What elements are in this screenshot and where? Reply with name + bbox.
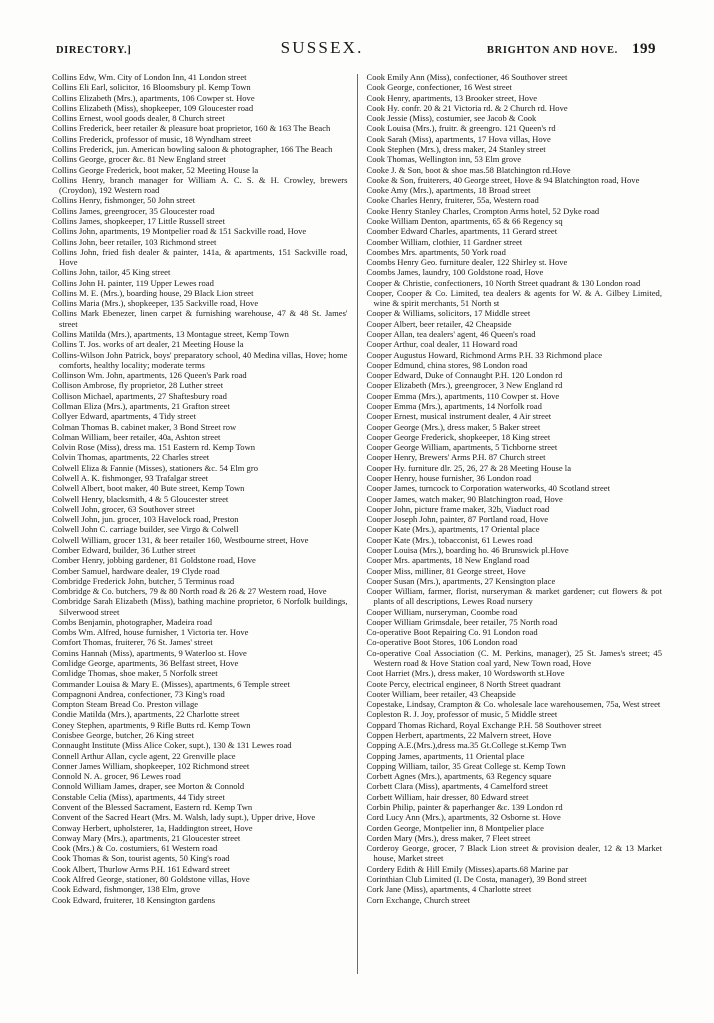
directory-entry: Cork Jane (Miss), apartments, 4 Charlotte street — [366, 884, 532, 895]
directory-entry: Cook Thomas, Wellington inn, 53 Elm grove — [366, 154, 522, 165]
directory-entry: Cooper Louisa (Mrs.), boarding ho. 46 Brunswick pl.Hove — [366, 544, 569, 555]
directory-entry: Copleston R. J. Joy, professor of music, 5 Middle street — [366, 709, 558, 720]
directory-entry: Cooper Henry, Brewers' Arms P.H. 87 Church street — [366, 452, 546, 463]
directory-entry: Cook Henry, apartments, 13 Brooker street, Hove — [366, 92, 538, 103]
directory-entry: Cooper John, picture frame maker, 32b, Viaduct road — [366, 503, 550, 514]
directory-entry: Cooper Miss, milliner, 81 George street, Hove — [366, 565, 526, 576]
directory-entry: Corbett Agnes (Mrs.), apartments, 63 Regency square — [366, 771, 552, 782]
directory-entry: Collman Eliza (Mrs.), apartments, 21 Grafton street — [52, 401, 230, 411]
directory-entry: Corderoy George, grocer, 7 Black Lion street & provision dealer, 12 & 13 Market house, Market street — [366, 843, 662, 864]
directory-entry: Cooke Charles Henry, fruiterer, 55a, Western road — [366, 195, 539, 206]
directory-entry: Colman Thomas B. cabinet maker, 3 Bond Street row — [52, 421, 237, 432]
directory-entry: Collins Henry, fishmonger, 50 John street — [52, 195, 196, 206]
directory-entry: Cooper Hy. furniture dlr. 25, 26, 27 & 28 Meeting House la — [366, 462, 572, 473]
directory-entry: Conner James William, shopkeeper, 102 Richmond street — [52, 760, 250, 771]
directory-entry: Cook Stephen (Mrs.), dress maker, 24 Stanley street — [366, 143, 546, 154]
directory-entry: Collison Michael, apartments, 27 Shaftesbury road — [52, 390, 227, 401]
directory-entry: Collins John, beer retailer, 103 Richmond street — [52, 236, 217, 247]
directory-entry: Collins Frederick, professor of music, 18 Wyndham street — [52, 133, 252, 144]
directory-entry: Cook Edward, fishmonger, 138 Elm, grove — [52, 884, 201, 895]
directory-entry: Corn Exchange, Church street — [366, 894, 471, 905]
directory-entry: Colwell John C. carriage builder, see Virgo & Colwell — [52, 524, 239, 535]
directory-entry: Cooper & Williams, solicitors, 17 Middle street — [366, 308, 531, 319]
directory-entry: Cook Emily Ann (Miss), confectioner, 46 Southover street — [366, 72, 568, 82]
directory-entry: Collins George Frederick, boot maker, 52 Meeting House la — [52, 164, 259, 175]
directory-entry: Collins Matilda (Mrs.), apartments, 13 Montague street, Kemp Town — [52, 329, 289, 340]
directory-entry: Copping William, tailor, 35 Great College st. Kemp Town — [366, 760, 566, 771]
directory-entry: Cooper Emma (Mrs.), apartments, 110 Cowper st. Hove — [366, 390, 560, 401]
directory-entry: Cooper George (Mrs.), dress maker, 5 Baker street — [366, 421, 541, 432]
directory-entry: Compton Steam Bread Co. Preston village — [52, 699, 199, 710]
directory-entry: Colwell A. K. fishmonger, 93 Trafalgar street — [52, 472, 209, 483]
directory-entry: Corbett Clara (Miss), apartments, 4 Camelford street — [366, 781, 548, 792]
directory-entry: Comins Hannah (Miss), apartments, 9 Waterloo st. Hove — [52, 647, 247, 658]
column-divider-rule — [357, 74, 358, 974]
directory-entry: Coot Harriet (Mrs.), dress maker, 10 Wordsworth st.Hove — [366, 668, 565, 679]
directory-entry: Cooper James, turncock to Corporation waterworks, 40 Scotland street — [366, 483, 610, 494]
directory-entry: Cook Sarah (Miss), apartments, 17 Hova villas, Hove — [366, 133, 551, 144]
directory-entry: Collins James, shopkeeper, 17 Little Russell street — [52, 215, 226, 226]
directory-entry: Conway Herbert, upholsterer, 1a, Haddington street, Hove — [52, 822, 253, 833]
directory-entry: Collins Elizabeth (Miss), shopkeeper, 109 Gloucester road — [52, 102, 254, 113]
directory-entry: Collins George, grocer &c. 81 New England street — [52, 154, 226, 165]
directory-entry: Cooper, Cooper & Co. Limited, tea dealers & agents for W. & A. Gilbey Limited, wine & spirit merchants, 51 North st — [366, 287, 662, 309]
directory-entry: Collinson Wm. John, apartments, 126 Queen's Park road — [52, 370, 247, 381]
directory-entry: Cooke Amy (Mrs.), apartments, 18 Broad street — [366, 185, 531, 196]
directory-entry: Combs Benjamin, photographer, Madeira road — [52, 616, 213, 627]
directory-entry: Coomber Edward Charles, apartments, 11 Gerard street — [366, 226, 558, 237]
directory-entry: Cooper Albert, beer retailer, 42 Cheapside — [366, 318, 512, 329]
directory-entry: Collins Frederick, beer retailer & pleasure boat proprietor, 160 & 163 The Beach — [52, 123, 331, 134]
directory-entry: Cooke & Son, fruiterers, 40 George street, Hove & 94 Blatchington road, Hove — [366, 174, 640, 185]
directory-entry: Cooper George Frederick, shopkeeper, 18 King street — [366, 431, 551, 442]
running-head-left: DIRECTORY.] — [56, 45, 132, 56]
directory-entry: Comlidge George, apartments, 36 Belfast street, Hove — [52, 658, 239, 669]
directory-entry: Collins Maria (Mrs.), shopkeeper, 135 Sackville road, Hove — [52, 298, 259, 309]
directory-entry: Colwell Albert, boot maker, 40 Bute street, Kemp Town — [52, 483, 245, 494]
directory-entry: Cooper William, nurseryman, Coombe road — [366, 606, 518, 617]
directory-entry: Cook Louisa (Mrs.), fruitr. & greengro. 121 Queen's rd — [366, 123, 556, 134]
running-head-county: SUSSEX. — [280, 38, 364, 57]
directory-entry: Connold William James, draper, see Morton & Connold — [52, 781, 245, 792]
directory-entry: Cook Thomas & Son, tourist agents, 50 King's road — [52, 853, 230, 864]
directory-entry: Conway Mary (Mrs.), apartments, 21 Gloucester street — [52, 832, 241, 843]
directory-entry: Cooper Elizabeth (Mrs.), greengrocer, 3 New England rd — [366, 380, 563, 391]
directory-entry: Corden Mary (Mrs.), dress maker, 7 Fleet street — [366, 832, 531, 843]
directory-entry: Collins T. Jos. works of art dealer, 21 Meeting House la — [52, 339, 244, 350]
directory-entry: Collins John, tailor, 45 King street — [52, 267, 171, 278]
directory-entry: Cooper James, watch maker, 90 Blatchington road, Hove — [366, 493, 563, 504]
directory-entry: Cooper Kate (Mrs.), tobacconist, 61 Lewes road — [366, 534, 533, 545]
directory-entry: Collins Frederick, jun. American bowling saloon & photographer, 166 The Beach — [52, 143, 333, 154]
directory-entry: Cooke J. & Son, boot & shoe mas.58 Blatchington rd.Hove — [366, 164, 571, 175]
directory-entry: Conisbee George, butcher, 26 King street — [52, 730, 194, 740]
directory-entry: Colman William, beer retailer, 40a, Ashton street — [52, 431, 221, 442]
page-number: 199 — [632, 41, 656, 57]
directory-entry: Co-operative Boot Repairing Co. 91 London road — [366, 627, 538, 638]
directory-entry: Colwell Henry, blacksmith, 4 & 5 Gloucester street — [52, 493, 229, 504]
directory-entry: Coombes Mrs. apartments, 50 York road — [366, 246, 506, 257]
directory-entry: Copping A.E.(Mrs.),dress ma.35 Gt.College st.Kemp Twn — [366, 740, 567, 751]
directory-entry: Corinthian Club Limited (I. De Costa, manager), 39 Bond street — [366, 873, 587, 884]
directory-entry: Corden George, Montpelier inn, 8 Montpelier place — [366, 822, 544, 833]
directory-entry: Collins Henry, branch manager for William A. C. S. & H. Crowley, brewers (Croydon), 192 Western road — [52, 174, 348, 196]
directory-entry: Collins Eli Earl, solicitor, 16 Bloomsbury pl. Kemp Town — [52, 82, 251, 93]
directory-entry: Commander Louisa & Mary E. (Misses), apartments, 6 Temple street — [52, 678, 290, 689]
directory-entry: Convent of the Blessed Sacrament, Eastern rd. Kemp Twn — [52, 801, 253, 812]
directory-entry: Coombs James, laundry, 100 Goldstone road, Hove — [366, 267, 544, 278]
directory-entry: Cooper & Christie, confectioners, 10 North Street quadrant & 130 London road — [366, 277, 641, 288]
directory-entry: Cook Hy. confr. 20 & 21 Victoria rd. & 2 Church rd. Hove — [366, 102, 568, 113]
directory-entry: Cooper Edmund, china stores, 98 London road — [366, 359, 528, 370]
directory-entry: Cooper Joseph John, painter, 87 Portland road, Hove — [366, 514, 549, 525]
running-head-right-group — [487, 41, 656, 58]
directory-entry: Combs Wm. Alfred, house furnisher, 1 Victoria ter. Hove — [52, 627, 249, 638]
directory-entry: Comber Edward, builder, 36 Luther street — [52, 544, 196, 555]
directory-entry: Coppen Herbert, apartments, 22 Malvern street, Hove — [366, 730, 552, 740]
directory-entry: Cordery Edith & Hill Emily (Misses).aparts.68 Marine par — [366, 863, 569, 874]
directory-entry: Condie Matilda (Mrs.), apartments, 22 Charlotte street — [52, 709, 240, 720]
directory-entry: Copping James, apartments, 11 Oriental place — [366, 750, 525, 761]
directory-entry: Cooter William, beer retailer, 43 Cheapside — [366, 688, 516, 699]
directory-entry: Colvin Rose (Miss), dress ma. 151 Eastern rd. Kemp Town — [52, 442, 256, 453]
directory-entry: Cooper Edward, Duke of Connaught P.H. 120 London rd — [366, 370, 563, 381]
directory-entry: Cooper Mrs. apartments, 18 New England road — [366, 555, 530, 566]
directory-entry: Cook Edward, fruiterer, 18 Kensington gardens — [52, 894, 216, 905]
directory-entry: Copestake, Lindsay, Crampton & Co. wholesale lace warehousemen, 75a, West street — [366, 699, 661, 710]
directory-entry: Cook (Mrs.) & Co. costumiers, 61 Western road — [52, 843, 218, 854]
directory-entry: Collyer Edward, apartments, 4 Tidy street — [52, 411, 196, 422]
directory-entry: Cooper Ernest, musical instrument dealer, 4 Air street — [366, 411, 552, 422]
directory-entry: Cooper William, farmer, florist, nurseryman & market gardener; cut flowers & pot plants of all descriptions, Lewes Road nursery — [366, 586, 662, 607]
directory-entry: Cord Lucy Ann (Mrs.), apartments, 32 Osborne st. Hove — [366, 812, 561, 823]
directory-entry: Connell Arthur Allan, cycle agent, 22 Grenville place — [52, 750, 236, 761]
directory-entry: Coppard Thomas Richard, Royal Exchange P.H. 58 Southover street — [366, 719, 602, 730]
directory-entry: Combridge Sarah Elizabeth (Miss), bathing machine proprietor, 6 Norfolk buildings, Silverwood street — [52, 596, 348, 617]
directory-entry: Cook Alfred George, stationer, 80 Goldstone villas, Hove — [52, 873, 250, 884]
directory-entry: Corbin Philip, painter & paperhanger &c. 139 London rd — [366, 801, 563, 812]
directory-entry: Collins Elizabeth (Mrs.), apartments, 106 Cowper st. Hove — [52, 92, 255, 103]
directory-entry: Cook Albert, Thurlow Arms P.H. 161 Edward street — [52, 863, 230, 874]
directory-entry: Cooper Henry, house furnisher, 36 London road — [366, 472, 532, 483]
running-head — [52, 38, 662, 58]
directory-entry: Collins John H. painter, 119 Upper Lewes road — [52, 277, 214, 288]
directory-entry: Colwell John, jun. grocer, 103 Havelock road, Preston — [52, 514, 239, 525]
directory-entry: Coney Stephen, apartments, 9 Rifle Butts rd. Kemp Town — [52, 719, 251, 730]
directory-entry: Colwell John, grocer, 63 Southover street — [52, 503, 195, 514]
directory-entry: Colwell Eliza & Fannie (Misses), stationers &c. 54 Elm gro — [52, 462, 259, 473]
directory-entry: Collins Mark Ebenezer, linen carpet & furnishing warehouse, 47 & 48 St. James' street — [52, 308, 348, 329]
directory-entry: Constable Celia (Miss), apartments, 44 Tidy street — [52, 791, 225, 802]
directory-entry: Cooper William Grimsdale, beer retailer, 75 North road — [366, 616, 558, 627]
directory-entry: Cooke Henry Stanley Charles, Crompton Arms hotel, 52 Dyke road — [366, 205, 600, 216]
directory-entry: Comlidge Thomas, shoe maker, 5 Norfolk street — [52, 668, 218, 679]
running-head-place: BRIGHTON AND HOVE. — [486, 45, 618, 56]
directory-entry: Cooper Allan, tea dealers' agent, 46 Queen's road — [366, 329, 536, 340]
directory-entry: Collison Ambrose, fly proprietor, 28 Luther street — [52, 380, 224, 391]
directory-entry: Cooper George William, apartments, 5 Tichborne street — [366, 442, 558, 453]
directory-entry: Combridge Frederick John, butcher, 5 Terminus road — [52, 575, 235, 586]
directory-entry: Cooper Arthur, coal dealer, 11 Howard road — [366, 339, 518, 350]
right-column — [358, 72, 663, 905]
directory-entry: Cooper Emma (Mrs.), apartments, 14 Norfolk road — [366, 401, 542, 411]
directory-entry: Connold N. A. grocer, 96 Lewes road — [52, 771, 181, 782]
directory-entry: Cook Jessie (Miss), costumier, see Jacob & Cook — [366, 113, 537, 124]
directory-entry: Colwell William, grocer 131, & beer retailer 160, Westbourne street, Hove — [52, 534, 309, 545]
directory-entry: Comfort Thomas, fruiterer, 76 St. James' street — [52, 637, 213, 648]
directory-entry: Collins John, apartments, 19 Montpelier road & 151 Sackville road, Hove — [52, 226, 307, 237]
directory-entry: Co-operative Boot Stores, 106 London road — [366, 637, 518, 648]
directory-entry: Co-operative Coal Association (C. M. Perkins, manager), 25 St. James's street; 45 Western road & Hove Station coal yard, New Town road, Hove — [366, 647, 662, 669]
directory-entry: Connaught Institute (Miss Alice Coker, supt.), 130 & 131 Lewes road — [52, 740, 292, 751]
directory-entry: Collins-Wilson John Patrick, boys' preparatory school, 40 Medina villas, Hove; home comforts, healthy locality; moderate terms — [52, 349, 348, 370]
directory-entry: Cooper Susan (Mrs.), apartments, 27 Kensington place — [366, 575, 556, 586]
directory-entry: Comber Samuel, hardware dealer, 19 Clyde road — [52, 565, 220, 576]
left-column — [52, 72, 357, 905]
directory-entry: Collins John, fried fish dealer & painter, 141a, & apartments, 151 Sackville road, Hove — [52, 246, 348, 268]
directory-entry: Coomber William, clothier, 11 Gardner street — [366, 236, 523, 247]
directory-entry: Cooke William Denton, apartments, 65 & 66 Regency sq — [366, 215, 563, 226]
directory-entry: Coote Percy, electrical engineer, 8 North Street quadrant — [366, 678, 561, 689]
directory-entry: Collins Ernest, wool goods dealer, 8 Church street — [52, 113, 225, 124]
directory-entry: Comber Henry, jobbing gardener, 81 Goldstone road, Hove — [52, 555, 256, 566]
directory-entry: Compagnoni Andrea, confectioner, 73 King's road — [52, 688, 225, 699]
directory-entry: Corbett William, hair dresser, 80 Edward street — [366, 791, 529, 802]
directory-entry: Combridge & Co. butchers, 79 & 80 North road & 26 & 27 Western road, Hove — [52, 586, 327, 597]
directory-entry: Collins M. E. (Mrs.), boarding house, 29 Black Lion street — [52, 287, 254, 298]
directory-entry: Cooper Kate (Mrs.), apartments, 17 Oriental place — [366, 524, 540, 535]
directory-entry: Colvin Thomas, apartments, 22 Charles street — [52, 452, 210, 463]
directory-entry: Cooper Augustus Howard, Richmond Arms P.H. 33 Richmond place — [366, 349, 603, 360]
directory-entry: Coombs Henry Geo. furniture dealer, 122 Shirley st. Hove — [366, 257, 568, 268]
directory-entry: Collins James, greengrocer, 35 Gloucester road — [52, 205, 215, 216]
columns-container — [52, 72, 662, 1007]
directory-entry: Convent of the Sacred Heart (Mrs. M. Walsh, lady supt.), Upper drive, Hove — [52, 812, 316, 823]
directory-entry: Cook George, confectioner, 16 West street — [366, 82, 512, 93]
directory-entry: Collins Edw, Wm. City of London Inn, 41 London street — [52, 72, 247, 82]
